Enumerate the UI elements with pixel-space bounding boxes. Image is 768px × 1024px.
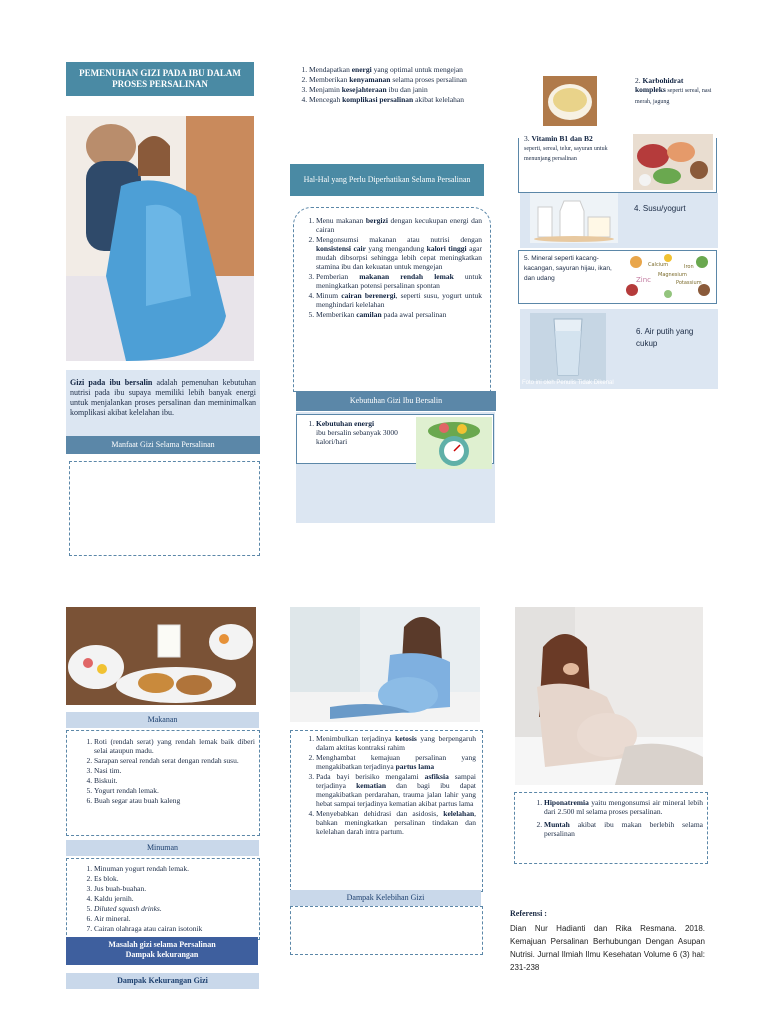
reference-label: Referensi : [510,909,547,918]
list-item: 2. Menghambat kemajuan persalinan yang mengakibatkan terjadinya partus lama [316,753,476,771]
list-item: 4. Biskuit. [94,776,255,785]
list-item: 2. Memberikan kenyamanan selama proses persalinan [309,75,478,84]
mineral-text: 5. Mineral seperti kacang-kacangan, sayuran hijau, ikan, dan udang [524,255,612,282]
list-item: 5. Yogurt rendah lemak. [94,786,255,795]
list-item: 3. Jus buah-buahan. [94,884,255,893]
vitamin-text: 3. Vitamin B1 dan B2 seperti, sereal, telur, sayuran untuk menunjang persalinan [524,134,608,162]
milk-image [530,193,618,243]
list-item: 1. Kebutuhan energi ibu bersalin sebanyak 3000 kalori/hari [316,419,410,446]
list-item: 2. Es blok. [94,874,255,883]
mineral-label: Iron [684,264,694,270]
kebutuhan-header: Kebutuhan Gizi Ibu Bersalin [296,391,496,411]
air-text: 6. Air putih yang cukup [636,327,694,348]
list-item: 4. Kaldu jernih. [94,894,255,903]
list-item: 2. Sarapan sereal rendah serat dengan rendah susu. [94,756,255,765]
list-item: 1. Mendapatkan energi yang optimal untuk mengejan [309,65,478,74]
list-item: 1. Minuman yogurt rendah lemak. [94,864,255,873]
list-item: 3. Nasi tim. [94,766,255,775]
mineral-food-image [622,252,714,300]
list-item: 1. Menimbulkan terjadinya ketosis yang berpengaruh dalam aktitas kontraksi rahim [316,734,476,752]
list-item: 5. Memberikan camilan pada awal persalinan [316,310,482,319]
hiponatremia-list [528,798,703,839]
cereal-image [543,76,597,126]
list-item: 6. Buah segar atau buah kaleng [94,796,255,805]
labor-photo [66,116,254,361]
mineral-label: Calcium [648,262,669,268]
list-item: 4. Mencegah komplikasi persalinan akibat kelelahan [309,95,478,104]
list-item: 4. Minum cairan berenergi, seperti susu, yogurt untuk menghindari kelelahan [316,291,482,309]
list-item: 3. Menjamin kesejahteraan ibu dan janin [309,85,478,94]
manfaat-header: Manfaat Gizi Selama Persalinan [66,436,260,454]
intro-text: Gizi pada ibu bersalin adalah pemenuhan kebutuhan nutrisi pada ibu supaya memiliki lebih banyak energi untuk menjalankan proses persalinan dan meminimalkan komplikasi akibat kelelahan ibu. [70,378,256,417]
water-glass-image [530,313,606,381]
reference-text: Dian Nur Hadianti dan Rika Resmana. 2018. Kemajuan Persalinan Berhubungan Dengan Asupan Nutrisi. Jurnal Ilmiah Ilmu Kesehatan Volume 6 (3) hal: 231-238 [510,924,705,972]
photo-caption: Foto ini oleh Penulis Tidak Dikenal [522,380,614,386]
makanan-list [80,737,255,806]
protein-food-image [633,134,713,190]
kebutuhan-item [300,419,410,447]
dampak-lebih-lower-box [290,906,483,955]
dampak-lebih-header: Dampak Kelebihan Gizi [290,890,481,906]
list-item: 1. Hiponatremia yaitu mengonsumsi air mineral lebih dari 2.500 ml selama proses persalinan. [544,798,703,816]
pregnant-nausea-photo [515,607,703,785]
susu-text: 4. Susu/yogurt [634,204,686,213]
pregnant-headache-photo [290,607,480,722]
list-item: 2. Muntah akibat ibu makan berlebih selama persalinan [544,820,703,838]
list-item: 1. Menu makanan bergizi dengan kecukupan energi dan cairan [316,216,482,234]
scale-food-image [416,417,492,469]
dampak-kurang-header: Dampak Kekurangan Gizi [66,973,259,989]
list-item: 3. Pada bayi berisiko mengalami asfiksia sampai terjadinya kematian dan bagi ibu dapat mengakibatkan perdarahan, trauma jalan lahir yang hebat sampai terjadinya kematian akibat partus lama [316,772,476,808]
list-item: 4. Menyebabkan dehidrasi dan asidosis, kelelahan, bahkan meningkatkan persalinan tindakan dan kelelahan darah intra partum. [316,809,476,836]
breakfast-photo [66,607,256,705]
makanan-header: Makanan [66,712,259,728]
karbo-text: 2. Karbohidrat kompleks seperti sereal, nasi merah, jagung [635,76,712,105]
minuman-list [80,864,255,934]
dampak-lebih-list [300,734,476,837]
minuman-header: Minuman [66,840,259,856]
list-item: 2. Mengonsumsi makanan atau nutrisi dengan konsistensi cair yang mengandung kalori tinggi agar mudah dibsorpsi sehingga lebih cepat meningkatkan stamina ibu dan kekuatan untuk mengejan [316,235,482,271]
benefit-list [293,65,478,105]
masalah-header: Masalah gizi selama Persalinan Dampak kekurangan [66,937,258,965]
mineral-label: Magnesium [658,272,687,278]
hal-list [300,216,482,320]
mineral-label: Zinc [636,276,652,284]
mineral-label: Potassium [676,280,702,286]
list-item: 7. Cairan olahraga atau cairan isotonik [94,924,255,933]
hal-header: Hal-Hal yang Perlu Diperhatikan Selama Persalinan [290,164,484,196]
list-item: 3. Pemberian makanan rendah lemak untuk meningkatkan potensi persalinan spontan [316,272,482,290]
list-item: 5. Diluted squash drinks. [94,904,255,913]
manfaat-box [69,461,260,556]
list-item: 1. Roti (rendah serat) yang rendah lemak baik diberi selai ataupun madu. [94,737,255,755]
list-item: 6. Air mineral. [94,914,255,923]
main-title: PEMENUHAN GIZI PADA IBU DALAM PROSES PERSALINAN [66,62,254,96]
